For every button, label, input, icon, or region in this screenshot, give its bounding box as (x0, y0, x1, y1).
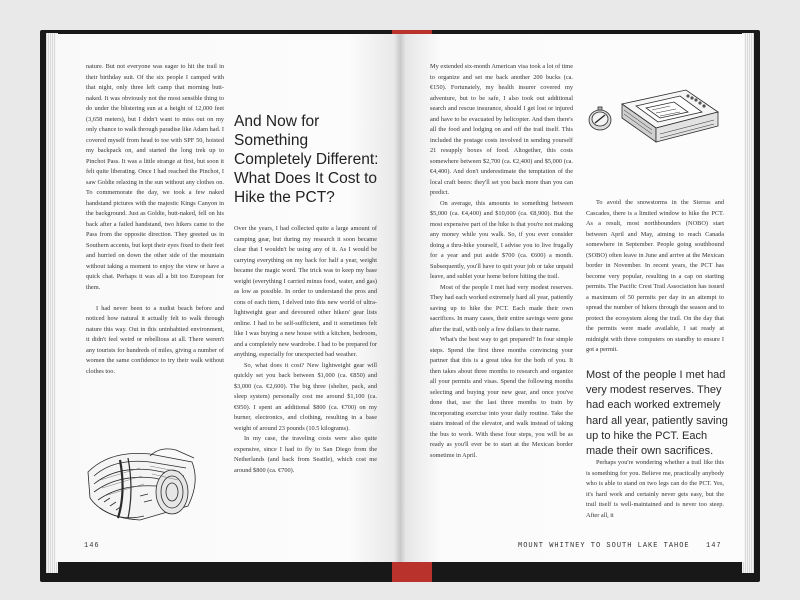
chapter-heading: And Now for Something Completely Different: What Does It Cost to Hike the PCT? (234, 113, 379, 206)
running-head: MOUNT WHITNEY TO SOUTH LAKE TAHOE (518, 542, 690, 550)
right-column-1 (430, 62, 573, 461)
money-roll-illustration (80, 432, 206, 528)
paragraph: On average, this amounts to something between $5,000 (ca. €4,400) and $10,000 (ca. €8,900). But the most expensive part of the hike is that you're not making any money while you walk. So, if you ever consider doing a thru-hike yourself, I advise you to live frugally for a year and put aside $700 (ca. €600) a month. Subsequently, you'll have to quit your job or take unpaid leave, and sublet your home before hitting the trail. (430, 199, 573, 280)
paragraph: To avoid the snowstorms in the Sierras and Cascades, there is a limited window to hike the PCT. As a result, most northbounders (NOBO) start between April and May, aiming to reach Canada somewhere in September. People going southbound (SOBO) often leave in June and arrive at the Mexican border in November. In recent years, the PCT has become very popular, resulting in a cap on starting permits. The Pacific Crest Trail Association has issued a maximum of 50 permits per day in an attempt to spread the number of hikers through the season and to protect the ecosystem along the trail. On the day that the permits were made available, I sat ready at midnight with three computers on standby to ensure I got a permit. (586, 199, 724, 353)
left-column-2 (234, 224, 377, 476)
paragraph: My extended six-month American visa took a lot of time to organize and set me back another 200 bucks (ca. €150). Fortunately, my health insurer covered my adventure, but to be safe, I also took out additional search and rescue insurance, should I get lost or injured and have to be evacuated by helicopter. And then there's all the food and lodging on and off the trail itself. This included the postage costs involved in sending yourself 21 resupply boxes of food. Altogether, this costs somewhere between $2,700 (ca. €2,400) and $5,000 (ca. €4,400). And don't underestimate the temptation of the local craft beers: they'll set you back more than you can predict. (430, 63, 573, 196)
left-column-1 (86, 62, 224, 377)
page-number-right: 147 (706, 542, 722, 550)
book-gutter (394, 34, 406, 562)
right-column-2 (586, 198, 724, 356)
pull-quote: Most of the people I met had very modest reserves. They had each worked extremely hard all year, patiently saving up to hike the PCT. Each made their own sacrifices. (586, 369, 728, 458)
matchbox-illustration (616, 84, 724, 150)
paragraph: nature. But not everyone was eager to hit the trail in their birthday suit. Of the six people I camped with that night, only three left camp that morning butt-naked. It was obviously not the most sensible thing to do under the blistering sun at a height of 12,000 feet (3,658 meters), but I didn't want to miss out on my only chance to walk through paradise like Adam had. I covered myself from head to toe with SPF 50, hoisted my backpack on, and started the long trek up to Pinchot Pass. It was a little strange at first, but soon it felt quite liberating. Once I had reached the Pinchot, I saw Goldie relaxing in the sun without any clothes on. To commemorate the day, we took a few naked handstand pictures with the majestic Kings Canyon in the background. Just as Goldie, butt-naked, fell on his back after a failed handstand, two hikers came to the Pass from the opposite direction. They greeted us in Southern accents, but kept their eyes fixed to their feet and hurried on down the other side of the mountain without taking a moment to enjoy the view or have a quick chat. Perhaps it was all a bit too European for them. (86, 63, 224, 291)
page-number-left: 146 (84, 542, 100, 550)
paragraph: In my case, the traveling costs were also quite expensive, since I had to fly to San Diego from the Netherlands (and back from Seattle), which cost me around $800 (ca. €700). (234, 435, 377, 474)
left-page (56, 34, 400, 562)
paragraph: Over the years, I had collected quite a large amount of camping gear, but during my research it soon became clear that I wouldn't be using any of it. As I would be carrying everything on my back for half a year, weight became the magic word. The trick was to keep my base weight (everything I carried minus food, water, and gas) as low as possible. In order to understand the pros and cons of each item, I delved into this new world of ultra-lightweight gear and devoured other hikers' gear lists online. I had to be self-sufficient, and it sometimes felt like I was buying a new house with a kitchen, bedroom, and a completely new wardrobe. I had to be prepared for anything, especially for unexpected bad weather. (234, 225, 377, 358)
paragraph: Most of the people I met had very modest reserves. They had each worked extremely hard all year, patiently saving up to hike the PCT. Each made their own sacrifices. In many cases, their entire savings were gone after the trail, with only a few dollars to their name. (430, 283, 573, 333)
paragraph: Perhaps you're wondering whether a trail like this is something for you. Believe me, practically anybody who is able to stand on two legs can do the PCT. Yes, it's hard work and certainly never gets easy, but the trail itself is well-maintained and is never too steep. After all, it (586, 459, 724, 519)
paragraph: I had never been to a nudist beach before and noticed how natural it actually felt to walk through nature this way. Out in this uninhabited environment, it didn't feel weird or rebellious at all. There weren't any tourists for hundreds of miles, giving a number of women the same confidence to try their walk without clothes too. (86, 304, 224, 375)
paragraph: So, what does it cost? New lightweight gear will quickly set you back between $1,000 (ca. €850) and $3,000 (ca. €2,600). The big three (shelter, pack, and sleep system) personally cost me around $1,100 (ca. €950). I spent an additional $800 (ca. €700) on my burner, electronics, and clothing, resulting in a base weight of around 23 pounds (10.5 kilograms). (234, 361, 377, 432)
compass-illustration (586, 104, 614, 134)
right-page (400, 34, 744, 562)
right-column-2-continued (586, 458, 724, 521)
paragraph: What's the best way to get prepared? In four simple steps. Spend the first three months convincing your partner that this is a great idea for the both of you. It then takes about three months to research and organize all your permits and visas. Spend the following months selecting and buying your new gear, and once you've done that, use the last three months to train by incorporating exercise into your daily routine. Take the stairs instead of the elevator, and walk instead of taking the bus to work. With these four steps, you will be as ready as you'll ever be to start at the Mexican border sometime in April. (430, 336, 573, 459)
